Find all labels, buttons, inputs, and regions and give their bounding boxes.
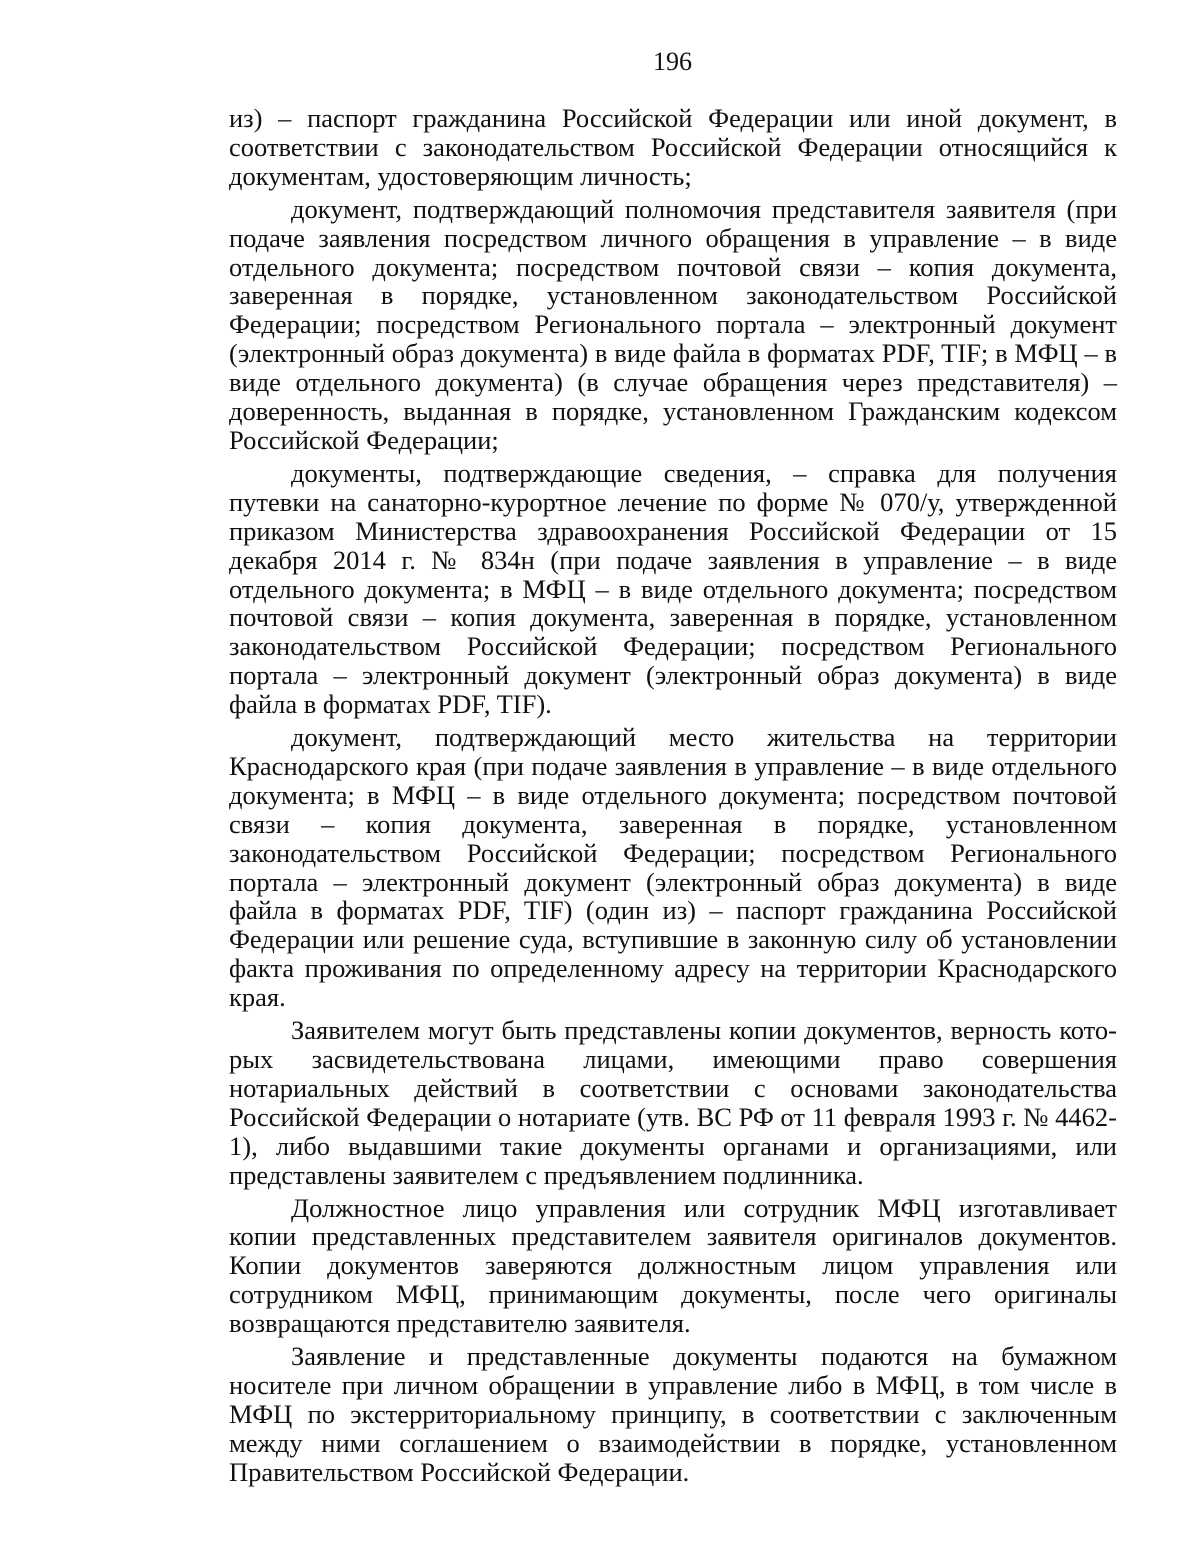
paragraph-submission-method: Заявление и представленные документы подаются на бумажном носителе при личном обращении в управление либо в МФЦ, в том числе в МФЦ по экстерриториальному принципу, в соответствии с заключенным между ними соглашением о взаимодействии в порядке, установленном Правительством Российской Федерации. [229, 1341, 1117, 1487]
document-body [229, 104, 1117, 1491]
paragraph-supporting-documents: документы, подтверждающие сведения, – справка для получения путевки на санаторно-курортное лечение по форме № 070/у, утвержденной приказом Министерства здравоохранения Российской Федерации от 15 декабря 2014 г. № 834н (при подаче заявления в управление – в виде отдельного документа; в МФЦ – в виде отдельного документа; посредством почтовой связи – копия документа, заверенная в порядке, установленном законодательством Российской Федерации; посредством Регионального портала – электронный документ (электронный образ документа) в виде файла в форматах PDF, TIF). [229, 457, 1117, 720]
paragraph-notarized-copies: Заявителем могут быть представлены копии документов, верность которых засвидетельствована лицами, имеющими право совершения нотариальных действий в соответствии с основами законодательства Российской Федерации о нотариате (утв. ВС РФ от 11 февраля 1993 г. № 4462-1), либо выдавшими такие документы органами и организациями, или представлены заявителем с предъявлением подлинника. [229, 1015, 1117, 1190]
paragraph-copy-certification: Должностное лицо управления или сотрудник МФЦ изготавливает копии представленных представителем заявителя оригиналов документов. Копии документов заверяются должностным лицом управления или сотрудником МФЦ, принимающим документы, после чего оригиналы возвращаются представителю заявителя. [229, 1192, 1117, 1339]
paragraph-representative-authority: документ, подтверждающий полномочия представителя заявителя (при подаче заявления посредством личного обращения в управление – в виде отдельного документа; посредством почтовой связи – копия документа, заверенная в порядке, установленном законодательством Российской Федерации; посредством Регионального портала – электронный документ (электронный образ документа) в виде файла в форматах PDF, TIF; в МФЦ – в виде отдельного документа) (в случае обращения через представителя) – доверенность, выданная в порядке, установленном Гражданским кодексом Российской Федерации; [229, 193, 1117, 455]
page-number: 196 [653, 47, 692, 76]
paragraph-identity-documents: из) – паспорт гражданина Российской Федерации или иной документ, в соответствии с законодательством Российской Федерации относящийся к документам, удостоверяющим личность; [229, 103, 1117, 191]
paragraph-residence-documents: документ, подтверждающий место жительства на территории Краснодарского края (при подаче заявления в управление – в виде отдельного документа; в МФЦ – в виде отдельного документа; посредством почтовой связи – копия документа, заверенная в порядке, установленном законодательством Российской Федерации; посредством Регионального портала – электронный документ (электронный образ документа) в виде файла в форматах PDF, TIF) (один из) – паспорт гражданина Российской Федерации или решение суда, вступившие в законную силу об установлении факта проживания по определенному адресу на территории Краснодарского края. [229, 722, 1117, 1013]
